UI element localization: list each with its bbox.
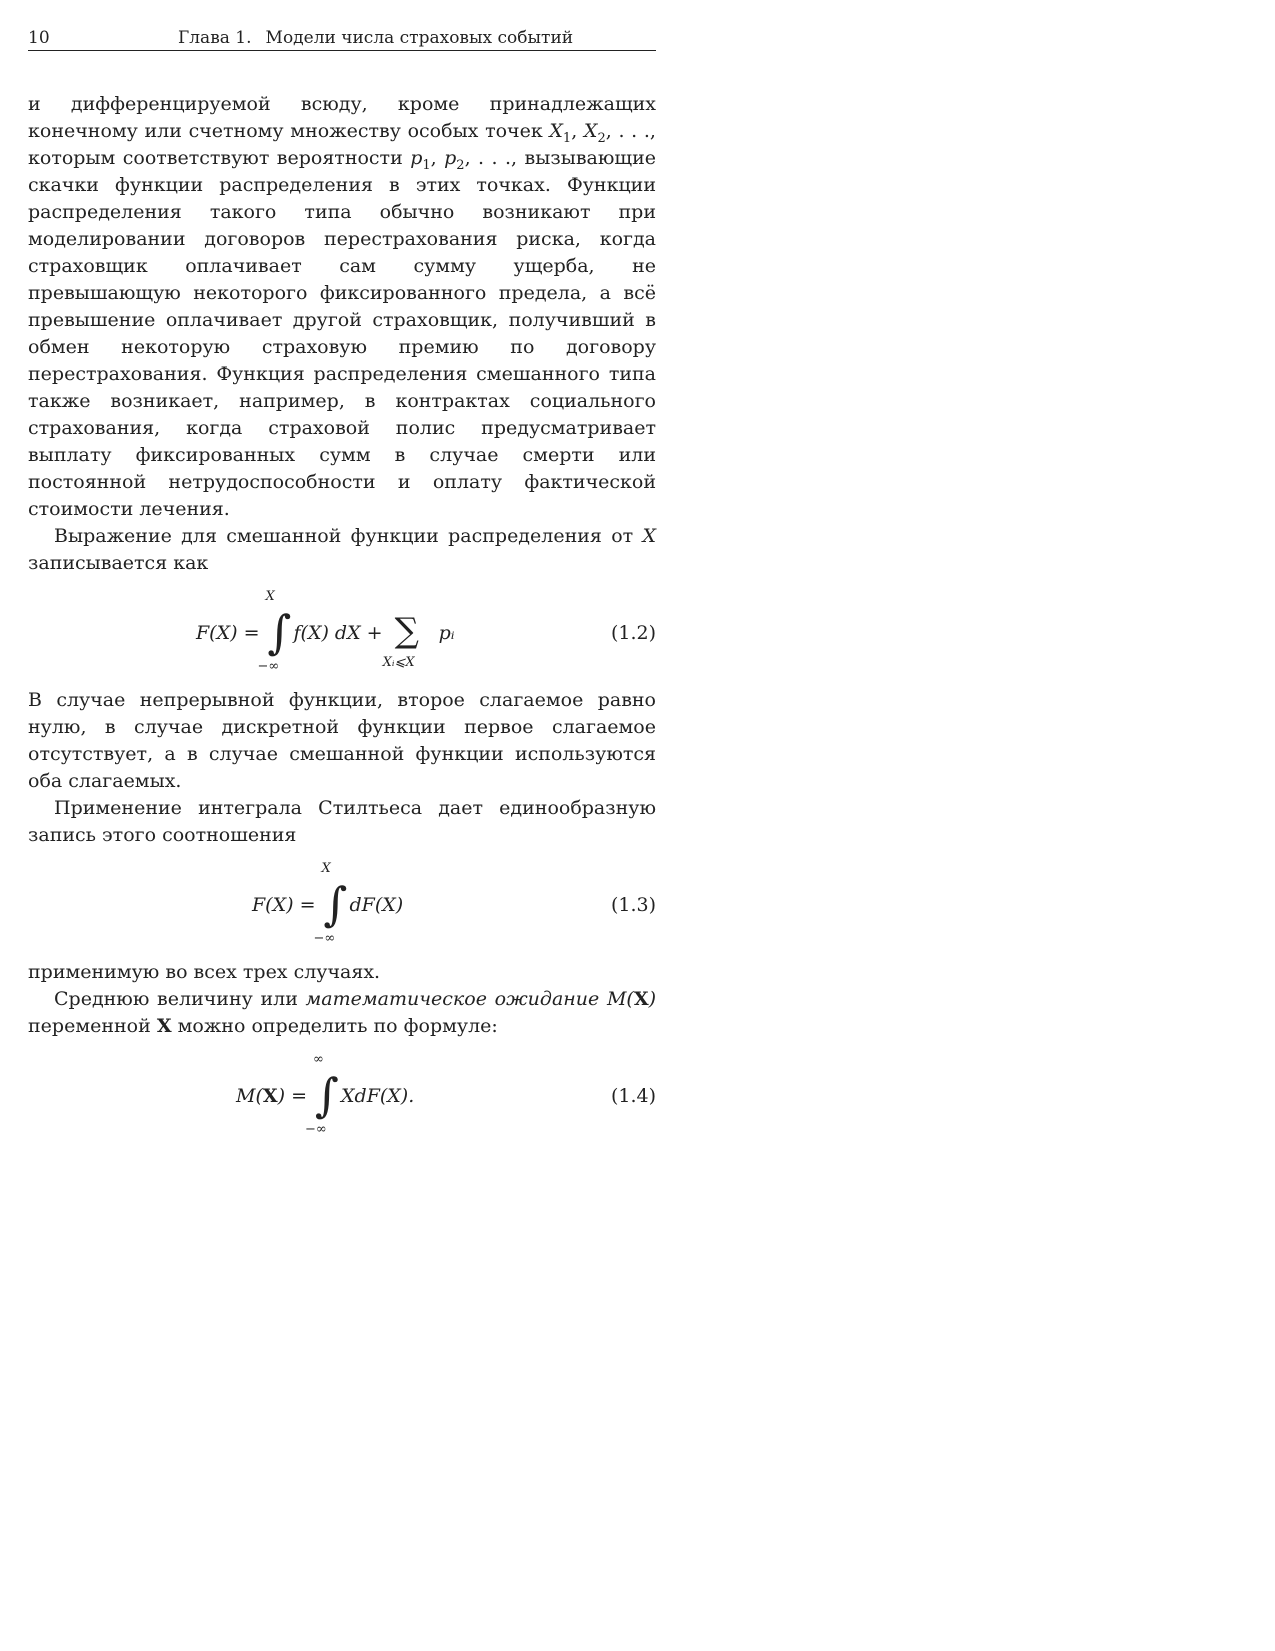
paragraph-3: В случае непрерывной функции, второе слагаемое равно нулю, в случае дискретной функции первое слагаемое отсутствует, а в случае смешанной функции используются оба слагаемых. (28, 689, 656, 792)
equation-1-2 (28, 589, 656, 677)
page (28, 26, 656, 1150)
integral-sign: ∞ ∫ −∞ (305, 1052, 339, 1137)
integral-sign: X ∫ −∞ (257, 589, 292, 674)
chapter-label: Глава 1. (178, 28, 252, 48)
sum-sign: ∑ Xᵢ⩽X (382, 611, 419, 670)
paragraph-5: применимую во всех трех случаях. (28, 961, 381, 983)
paragraph-6: Среднюю величину или математическое ожидание M(X) переменной X можно определить по формуле: (28, 988, 656, 1037)
paragraph-4: Применение интеграла Стилтьеса дает единообразную запись этого соотношения (28, 797, 656, 846)
equation-1-3 (28, 861, 656, 949)
equation-number: (1.4) (610, 1085, 656, 1107)
formula-1-2: F(X) = X ∫ −∞ f(X) dX + ∑ Xᵢ⩽X pᵢ (196, 589, 455, 677)
equation-number: (1.3) (610, 894, 656, 916)
running-header (28, 26, 656, 51)
text-body (28, 91, 656, 1140)
page-number: 10 (28, 28, 50, 48)
integral-sign: X ∫ −∞ (313, 861, 348, 946)
formula-1-4: M( X ) = ∞ ∫ −∞ XdF(X). (236, 1052, 414, 1140)
chapter-title: Модели числа страховых событий (265, 28, 574, 48)
paragraph-1: и дифференцируемой всюду, кроме принадлежащих конечному или счетному множеству особых точек $X_1$, $X_2$, . . ., которым соответствуют вероятности $p_1$, $p_2$, . . ., вызывающие скачки функции распределения в этих точках. Функции распределения такого типа обычно возникают при моделировании договоров перестрахования риска, когда страховщик оплачивает сам сумму ущерба, не превышающую некоторого фиксированного предела, а всё превышение оплачивает другой страховщик, получивший в обмен некоторую страховую премию по договору перестрахования. Функция распределения смешанного типа также возникает, например, в контрактах социального страхования, когда страховой полис предусматривает выплату фиксированных сумм в случае смерти или постоянной нетрудоспособности и оплату фактической стоимости лечения. (28, 93, 656, 520)
chapter-heading (178, 28, 573, 48)
formula-1-3: F(X) = X ∫ −∞ dF(X) (252, 861, 403, 949)
equation-number: (1.2) (610, 622, 656, 644)
equation-1-4 (28, 1052, 656, 1140)
paragraph-2: Выражение для смешанной функции распределения от X записывается как (28, 525, 656, 574)
